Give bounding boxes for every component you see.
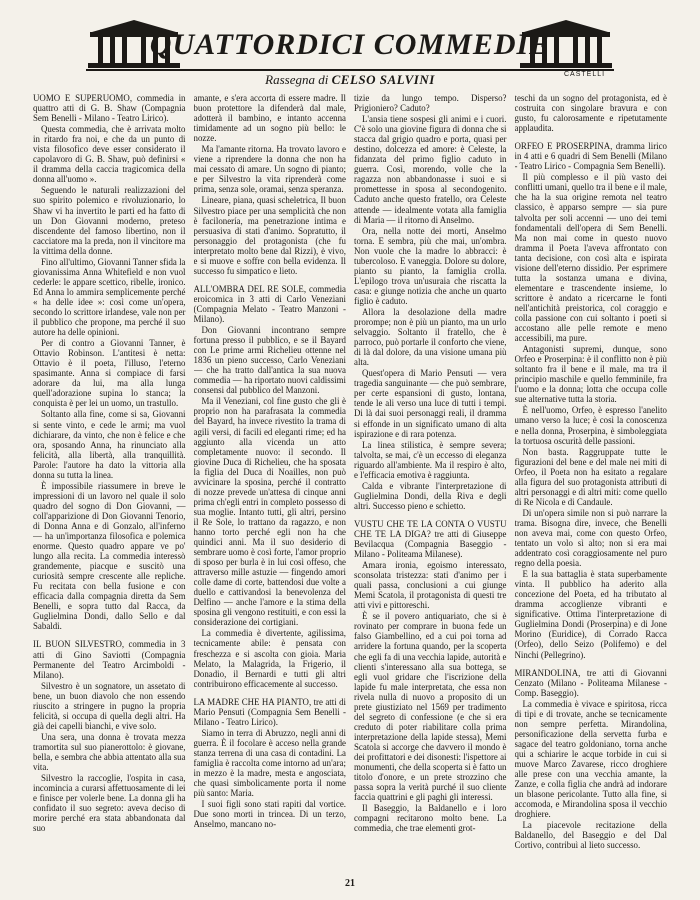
paragraph: Fino all'ultimo, Giovanni Tanner sfida la giovanissima Anna Whitefield e non vuol cederle: le appare scettico, ribelle, ironico. Ed Anna lo ammira semplicemente perché « ha delle idee »: così come un'opera, secondo lo scrittore irlandese, vale non per il pubblico che propone, ma perché il suo autore ha delle opinioni.	[33, 256, 186, 338]
section-gap	[515, 134, 668, 141]
section-gap	[194, 690, 347, 697]
review-heading-paragraph: ALL'OMBRA DEL RE SOLE, commedia eroicomica in 3 atti di Carlo Veneziani (Compagnia Melato - Teatro Manzoni - Milano).	[193, 283, 346, 324]
review-heading-paragraph: ORFEO E PROSERPINA, dramma lirico in 4 atti e 6 quadri di Sem Benelli (Milano - Teatro Lirico - Compagnia Sem Benelli).	[514, 141, 667, 172]
review-heading-paragraph: teschi da un sogno del protagonista, ed è costruita con singolare bravura e con gusto, fu calorosamente e ripetutamente applaudita.	[514, 93, 667, 134]
page-number: 21	[345, 878, 355, 889]
review-heading-paragraph: LA MADRE CHE HA PIANTO, tre atti di Mario Pensuti (Compagnia Sem Benelli - Milano - Teatro Lirico).	[193, 696, 346, 727]
paragraph: Il più complesso e il più vasto dei conflitti umani, quello tra il bene e il male, che ha la sua origine remota nel teatro classico, è apparso sempre — sia pure talvolta per soli accenni — uno dei temi fondamentali dell'opera di Sem Benelli. Ma non mai come in questo nuovo dramma il Poeta l'aveva affrontato con tanta decisione, con così alta e ispirata visione dell'eterno dissidio. Per esprimere tutta la sostanza umana e divina, elementare e trascendente insieme, lo scrittore è andato a ricercarne le fonti nell'antichità preistorica, col coraggio e colla passione con cui soltanto i poeti si accostano alle pelle remote e meno accessibili, ma pure.	[514, 172, 667, 344]
paragraph: Seguendo le naturali realizzazioni del suo spirito polemico e rivoluzionario, lo Shaw vi ha invertito le parti ed ha fatto di un Don Giovanni moderno, preteso discendente del famoso libertino, non il cacciatore ma la preda, non il vincitore ma la vittima della donne.	[33, 185, 186, 256]
paragraph: Allora la desolazione della madre prorompe; non è più un pianto, ma un urlo selvaggio. Soltanto il fratello, che è parroco, può portarle il conforto che viene, di là dal dolore, da una visione umana più alta.	[354, 306, 507, 368]
review-heading-paragraph: VUSTU CHE TE LA CONTA O VUSTU CHE TE LA DIGA? tre atti di Giuseppe Bevilacqua (Compagnia Baseggio - Milano - Politeama Milanese).	[354, 518, 507, 560]
paragraph: È impossibile riassumere in breve le impressioni di un lavoro nel quale il solo quadro del sogno di Don Giovanni, — coll'apparizione di Don Giovanni Tenorio, di Donna Anna e di Gonzalo, all'inferno — ha un'importanza filosofica e polemica enorme. Questo quadro appare ve po' lungo alla recita. La commedia interessò grandemente, piacque e suscitò una curiosità sempre crescente alle repliche. Fu recitata con bella fusione e con efficacia dalla compagnia diretta da Sem Benelli, e sopra tutto dal Racca, da Guglielmina Dondi, dallo Sello e dal Sabaldi.	[33, 480, 186, 632]
section-gap	[194, 277, 347, 284]
section-gap	[515, 661, 668, 668]
paragraph: Soltanto alla fine, come si sa, Giovanni si sente vinto, e cede le armi; ma vuol dichiarare, da vinto, che non è felice e che ora, sposando Anna, ha rinunciato alla felicità, alla libertà, alla tranquillità. Parole: l'autore ha dato la vittoria alla donna su tutta la linea.	[33, 409, 186, 480]
article-columns	[33, 93, 667, 875]
column-3	[354, 93, 507, 875]
paragraph: La piacevole recitazione della Baldanello, del Baseggio e del Dal Cortivo, contribuì al lieto successo.	[514, 820, 667, 851]
section-gap	[33, 632, 186, 639]
review-heading-paragraph: UOMO E SUPERUOMO, commedia in quattro atti di G. B. Shaw (Compagnia Sem Benelli - Milano - Teatro Lirico).	[33, 93, 186, 124]
paragraph: Lineare, piana, quasi scheletrica, Il buon Silvestro piace per una semplicità che non è facilonería, ma penetrazione intima e persuasiva di stati d'animo. Sopratutto, il personaggio del protagonista (che fu interpretato molto bene dal Rizzi), è vivo, e si muove e soffre con bella evidenza. Il successo fu simpatico e lieto.	[193, 195, 346, 276]
masthead	[0, 8, 700, 90]
paragraph: Don Giovanni incontrano sempre fortuna presso il pubblico, e se il Bayard con Le prime armi Richelieu ottenne nel 1836 un pieno successo, Carlo Veneziani — che ha tratto dall'antica la sua nuova commedia — ha riportato nuovi caldissimi consensi dal pubblico del Manzoni.	[193, 325, 346, 396]
artist-signature: CASTELLI	[564, 71, 606, 78]
subtitle-prefix: Rassegna di	[265, 72, 329, 87]
paragraph: Il Baseggio, la Baldanello e i loro compagni recitarono molto bene. La commedia, che trae elementi grot-	[354, 803, 507, 834]
review-heading-paragraph: MIRANDOLINA, tre atti di Giovanni Cenzato (Milano - Politeama Milanese - Comp. Baseggio).	[514, 667, 667, 698]
paragraph: Di un'opera simile non si può narrare la trama. Bisogna dire, invece, che Benelli non aveva mai, come con questo Orfeo, tentato un volo sì alto; non si era mai addentrato così coraggiosamente nel puro regno della poesia.	[514, 507, 667, 569]
paragraph: Amara ironia, egoismo interessato, sconsolata tristezza: stati d'animo per i quali passa, conclusioni a cui giunge Memi Scatola, il protagonista di questi tre atti vivi e pittoreschi.	[354, 560, 507, 611]
paragraph: Siamo in terra di Abruzzo, negli anni di guerra. È il focolare è acceso nella grande stanza terrena di una casa di contadini. La famiglia è raccolta come intorno ad un'ara; in mezzo è la madre, mesta e angosciata, che quasi simbolicamente porta il nome più santo: Maria.	[193, 727, 346, 799]
paragraph: L'ansia tiene sospesi gli animi e i cuori. C'è solo una giovine figura di donna che si stacca dal grigio quadro e porta, quasi per destino, dolcezza ed amore: è Celeste, la fidanzata del primo figlio caduto in guerra. Così, morendo, volle che la ragazza non abbandonasse i suoi e si promettesse in sposa al secondogenito. Caduto anche questo fratello, ora Celeste attende — idealmente votata alla famiglia di Maria — il ritorno di Anselmo.	[354, 114, 507, 225]
paragraph: Ma il Veneziani, col fine gusto che gli è proprio non ha parafrasata la commedia del Bayard, ha invece rivestito la trama di agili versi, di facili ed eleganti rime; ed ha aggiunto alla vicenda un atto completamente nuovo: il secondo. Il giovine Duca di Richelieu, che ha sposata la figlia del Duca di Noailles, non può avvicinare la sposina, perché il contratto di nozze prevede un'attesa di cinque anni prima ch'egli entri in completo possesso di sua moglie. Intanto tutti, gli altri, persino il Re Sole, lo trattano da ragazzo, e non hanno torto perché egli non ha che quindici anni. Ma il suo desiderio di sembrare uomo è così forte, l'amor proprio di sposo per burla è in lui così offeso, che attraverso mille astuzie — fingendo amori colle dame di corte, battendosi due volte a duello e cattivandosi la benevolenza del Delfino — anche l'amore e la stima della sposina gli vengono restituiti, e con essi la considerazione dei cortigiani.	[193, 396, 346, 628]
review-heading-paragraph: tizie da lungo tempo. Disperso? Prigioniero? Caduto?	[354, 93, 507, 114]
paragraph: Ora, nella notte dei morti, Anselmo torna. E sembra, più che mai, un'ombra. Non vuole che la madre lo abbracci: è tubercoloso. E vaneggia. Dolore su dolore, pianto su pianto, la famiglia crolla. L'epilogo trova un'usuraia che riscatta la casa: e giunge notizia che anche un quarto figlio è caduto.	[354, 225, 507, 306]
masthead-rule	[86, 69, 614, 71]
paragraph: Ma l'amante ritorna. Ha trovato lavoro e viene a riprendere la donna che non ha mai cessato di amare. Un sogno di pianto; e per Silvestro la vita riprenderà come prima, senza sole, oramai, senza speranza.	[193, 144, 346, 195]
paragraph: Antagonisti supremi, dunque, sono Orfeo e Proserpina: è il conflitto non è più soltanto fra il bene e il male, ma tra il principio maschile e quello femminile, fra l'uomo e la donna; lotta che occupa colle sue alternative tutta la storia.	[514, 344, 667, 405]
review-heading-paragraph: amante, e s'era accorta di essere madre. Il buon protettore la difenderà dal male, adotterà il bambino, e intanto accenna timidamente ad un sogno più bello: le nozze.	[193, 93, 346, 144]
paragraph: La commedia è divertente, agilissima, tecnicamente abile: è pensata con freschezza e si ascolta con gioia. Maria Melato, la Malagrida, la Frigerio, il Donadio, il Bernardi e tutti gli altri contribuirono efficacemente al successo.	[193, 628, 346, 689]
paragraph: Non basta. Raggruppate tutte le figurazioni del bene e del male nei miti di Orfeo, il Poeta non ha esitato a regalare alla figura del suo protagonista attributi di altri personaggi e di altri miti: come quello di Re Nicola e di Candaule.	[514, 446, 667, 507]
column-4	[515, 93, 668, 875]
paragraph: La commedia è vivace e spiritosa, ricca di tipi e di trovate, anche se tecnicamente non sempre perfetta. Mirandolina, personificazione della servetta furba e sagace del teatro goldoniano, torna anche qui a schiarire le acque torbide in cui si muove Marco Zavarese, ricco droghiere alle prese con una vecchia amante, la Zanze, e colla figlia che andrà ad indorare un blasone pericolante. Tutto alla fine, si accomoda, e Mirandolina sposa il vecchio droghiere.	[514, 698, 667, 820]
paragraph: E la sua battaglia è stata superbamente vinta. Il pubblico ha aderito alla concezione del Poeta, ed ha tributato al dramma accoglienze vibranti e significative. Ottima l'interpretazione di Guglielmina Dondi (Proserpina) e di Jone Morino (Euridice), di Corrado Racca (Orfeo), dello Seizo (Polifemo) e del Ninchi (Pellegrino).	[514, 569, 667, 660]
column-2	[194, 93, 347, 875]
page-title: QUATTORDICI COMMEDIE	[149, 28, 551, 61]
paragraph: La linea stilistica, è sempre severa; talvolta, se mai, c'è un eccesso di eleganza riguardo all'ambiente. Ma il respiro è alto, e l'efficacia emotiva è raggiunta.	[354, 439, 507, 480]
column-1	[33, 93, 186, 875]
paragraph: Per di contro a Giovanni Tanner, è Ottavio Robinson. L'antitesi è netta: Ottavio è il poeta, l'illuso, l'eterno spasimante. Anna si compiace di farsi adorare da lui, ma alla lunga quell'adorazione supina lo stanca; la conquista è per lei un uomo, un trastullo.	[33, 338, 186, 409]
paragraph: È se il povero antiquariato, che si è rovinato per comprare in buona fede un falso Giambellino, ed a cui poi torna ad arridere la fortuna quando, per la scoperta che egli fa di una vecchia lapide, autorità e clienti s'interessano alla sua bottega, se egli vuol gridare che l'iscrizione della lapide fu male interpretata, che essa non rivela nulla di nuovo a proposito di un prete giustiziato nel 1569 per tradimento del segreto di confessione (e che si era creduto di poter riabilitare colla prima interpretazione della lapide stessa), Memi Scatola si accorge che davvero il mondo è dei profittatori e dei disonesti: l'ispettore ai monumenti, che della scoperta si è fatto un titolo d'onore, e un prete strozzino che passa sopra la verità purché il suo cliente faccia quattrini e gli paghi gli interessi.	[354, 611, 507, 803]
section-gap	[354, 512, 507, 519]
subtitle-author: CELSO SALVINI	[331, 72, 435, 87]
paragraph: Calda e vibrante l'interpretazione di Guglielmina Dondi, della Riva e degli altri. Successo pieno e schietto.	[354, 480, 507, 511]
paragraph: Silvestro la raccoglie, l'ospita in casa, incomincia a curarsi affettuosamente di lei e finisce per volerle bene. La donna gli ha confidato il suo segreto: aveva deciso di morire perché era stata abbandonata dal suo	[33, 773, 186, 834]
review-heading-paragraph: IL BUON SILVESTRO, commedia in 3 atti di Gino Saviotti (Compagnia Permanente del Teatro Arcimboldi - Milano).	[33, 639, 186, 680]
paragraph: È nell'uomo, Orfeo, è espresso l'anelito umano verso la luce; è così la conoscenza e nella donna, Proserpina, è simboleggiata la tortuosa oscurità delle passioni.	[514, 405, 667, 446]
paragraph: Quest'opera di Mario Pensuti — vera tragedia sanguinante — che può sembrare, per certe espansioni di gusto, lontana, tende le ali verso una luce di tutti i tempi. Di là dai suoi personaggi reali, il dramma si effonde in un significato umano di alta ispirazione e di rara potenza.	[354, 368, 507, 439]
paragraph: Questa commedia, che è arrivata molto in ritardo fra noi, e che da un punto di vista filosofico deve esser considerato il capolavoro di G. B. Shaw, può definirsi « il dramma della caccia tragicomica della donna all'uomo ».	[33, 124, 186, 185]
paragraph: Silvestro è un sognatore, un assetato di bene, un buon diavolo che non essendo riuscito a stringere in pugno la propria felicità, si occupa di quella degli altri. Ha già dei capelli bianchi, e vive solo.	[33, 680, 186, 731]
paragraph: I suoi figli sono stati rapiti dal vortice. Due sono morti in trincea. Di un terzo, Anselmo, mancano no-	[193, 799, 346, 830]
paragraph: Una sera, una donna è trovata mezza tramortita sul suo pianerottolo: è giovane, bella, e sembra che abbia attentato alla sua vita.	[33, 731, 186, 773]
